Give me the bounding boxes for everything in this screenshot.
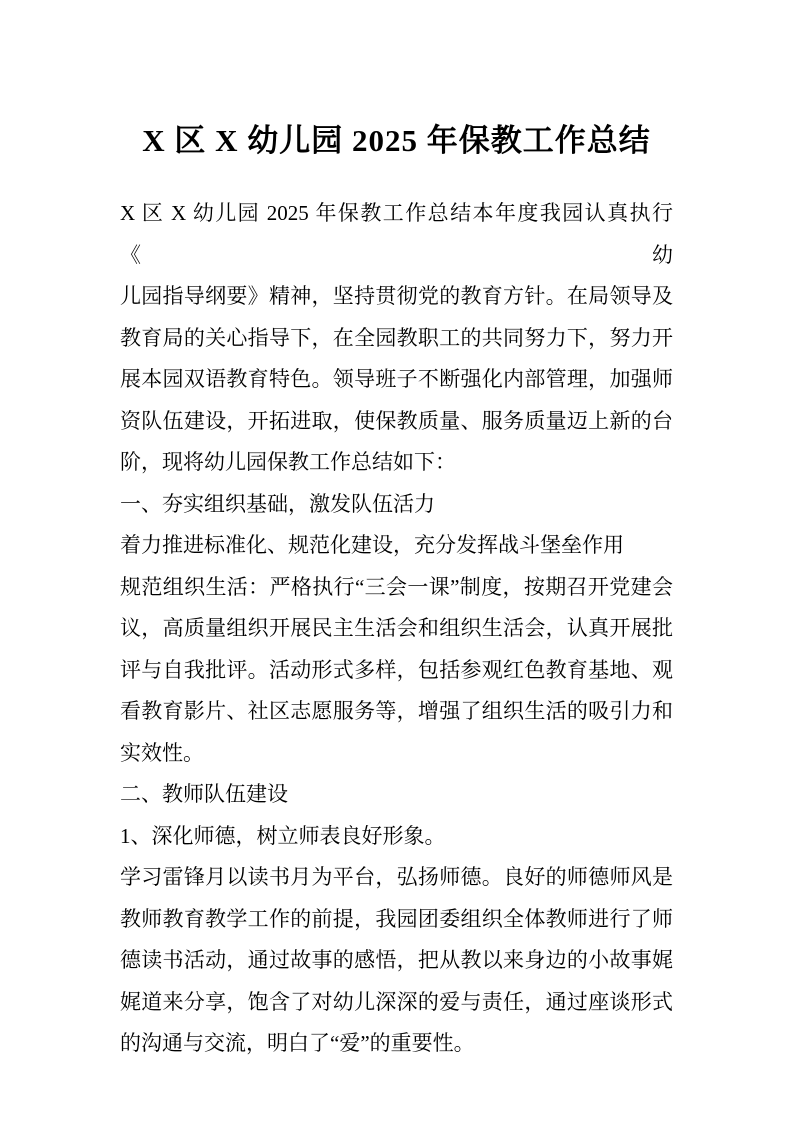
text-line: 看教育影片、社区志愿服务等，增强了组织生活的吸引力和	[120, 699, 673, 723]
text-line: 教师教育教学工作的前提，我园团委组织全体教师进行了师	[120, 906, 673, 931]
text-line: 展本园双语教育特色。领导班子不断强化内部管理，加强师	[120, 367, 673, 391]
document-title: X 区 X 幼儿园 2025 年保教工作总结	[142, 123, 651, 158]
text-line: 一、夯实组织基础，激发队伍活力	[120, 491, 435, 516]
text-line: 二、教师队伍建设	[120, 782, 288, 806]
text-line: 1、深化师德，树立师表良好形象。	[120, 823, 446, 848]
text-line: 教育局的关心指导下，在全园教职工的共同努力下，努力开	[120, 325, 673, 350]
text-line: 评与自我批评。活动形式多样，包括参观红色教育基地、观	[120, 657, 673, 682]
text-line: X 区 X 幼儿园 2025 年保教工作总结本年度我园认真执行《幼	[120, 201, 673, 267]
text-line: 实效性。	[120, 740, 204, 765]
text-line: 议，高质量组织开展民主生活会和组织生活会，认真开展批	[120, 616, 673, 640]
text-line: 娓道来分享，饱含了对幼儿深深的爱与责任，通过座谈形式	[120, 989, 673, 1014]
text-line: 规范组织生活：严格执行“三会一课”制度，按期召开党建会	[120, 574, 673, 599]
text-line: 儿园指导纲要》精神，坚持贯彻党的教育方针。在局领导及	[120, 284, 673, 308]
text-line: 的沟通与交流，明白了“爱”的重要性。	[120, 1031, 475, 1055]
text-line: 阶，现将幼儿园保教工作总结如下：	[120, 450, 456, 474]
document-body	[120, 193, 673, 1065]
text-line: 学习雷锋月以读书月为平台，弘扬师德。良好的师德师风是	[120, 865, 673, 889]
text-line: 德读书活动，通过故事的感悟，把从教以来身边的小故事娓	[120, 948, 673, 972]
text-line: 着力推进标准化、规范化建设，充分发挥战斗堡垒作用	[120, 533, 624, 557]
text-line: 资队伍建设，开拓进取，使保教质量、服务质量迈上新的台	[120, 408, 673, 433]
